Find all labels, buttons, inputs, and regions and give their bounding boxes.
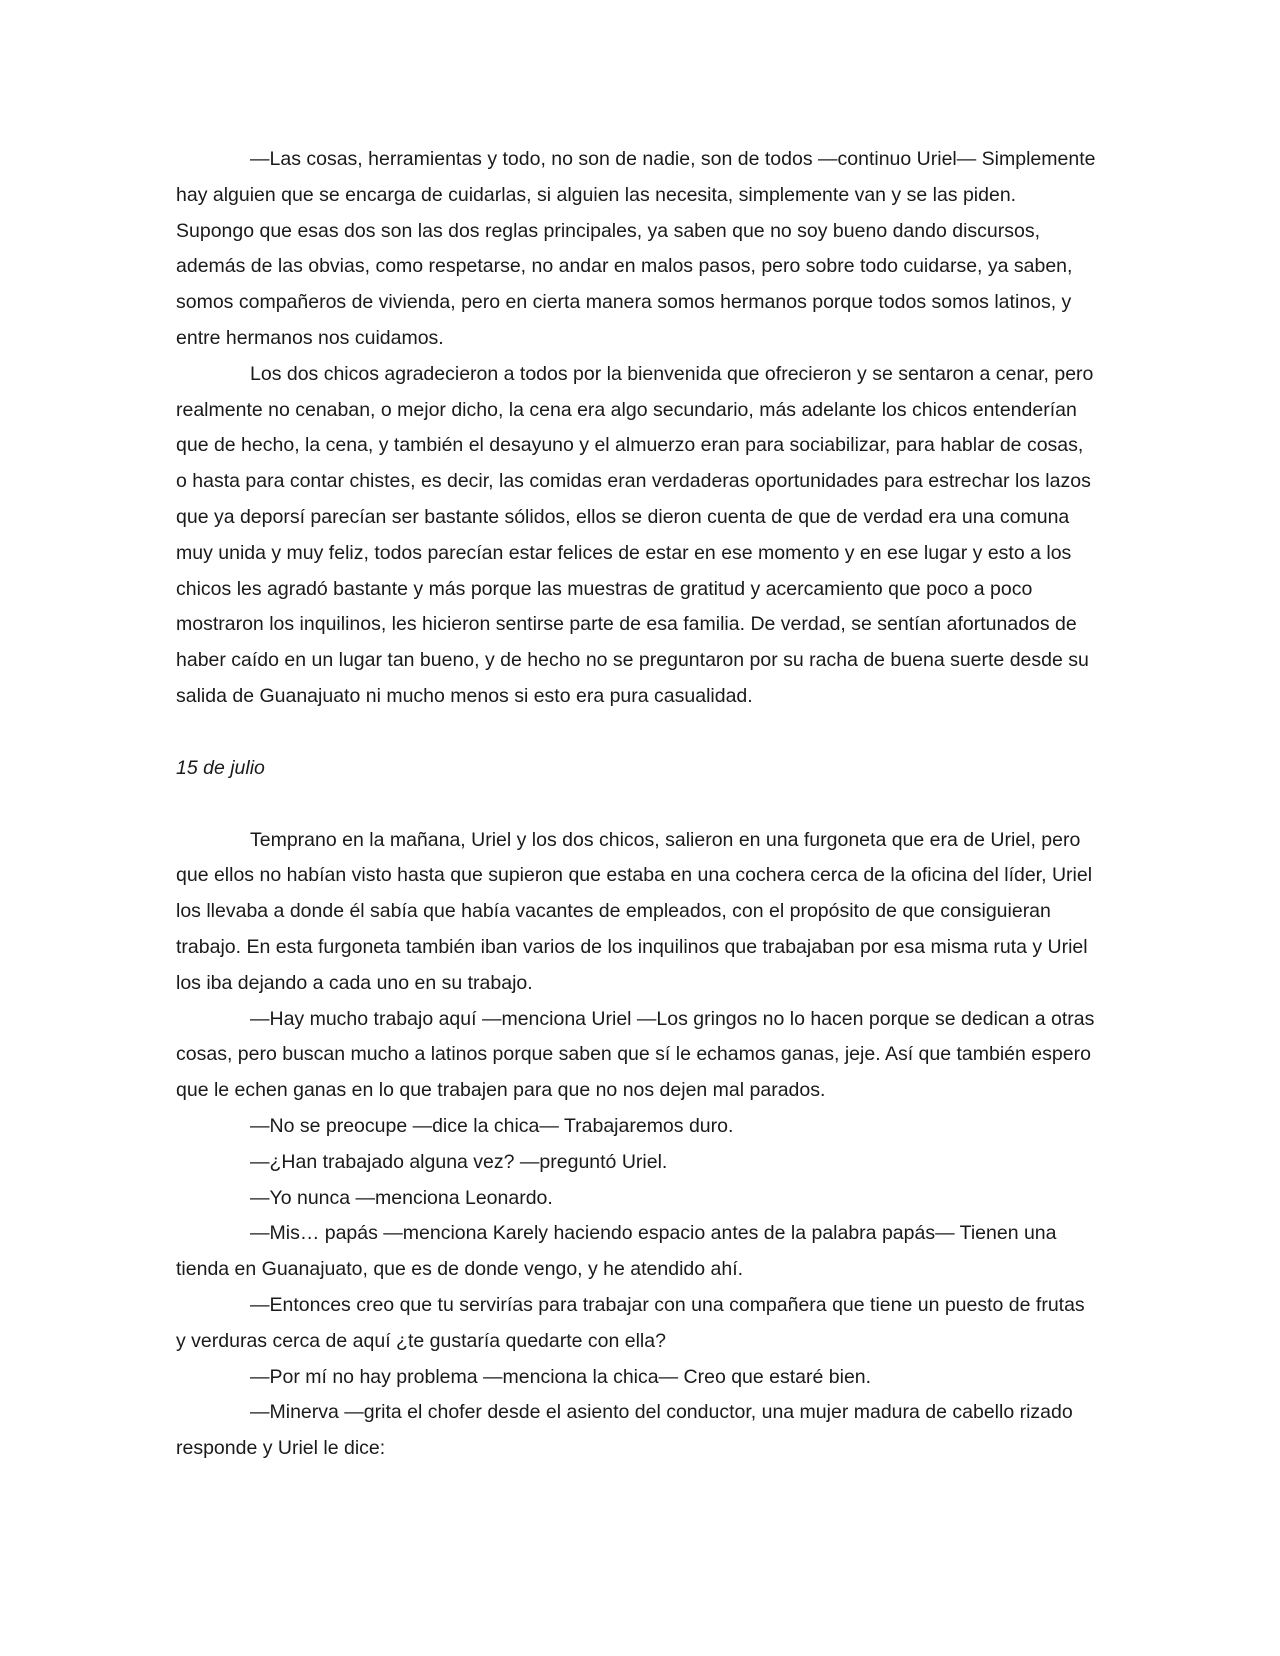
- date-heading: 15 de julio: [176, 756, 265, 779]
- document-body: [176, 142, 1096, 1467]
- dialogue-line: —Entonces creo que tu servirías para trabajar con una compañera que tiene un puesto de frutas y verduras cerca de aquí ¿te gustaría quedarte con ella?: [176, 1293, 1085, 1352]
- dialogue-line: —No se preocupe —dice la chica— Trabajaremos duro.: [250, 1114, 734, 1137]
- dialogue-line: —Minerva —grita el chofer desde el asiento del conductor, una mujer madura de cabello rizado responde y Uriel le dice:: [176, 1401, 1073, 1460]
- paragraph: —Hay mucho trabajo aquí —menciona Uriel —Los gringos no lo hacen porque se dedican a otras cosas, pero buscan mucho a latinos porque saben que sí le echamos ganas, jeje. Así que también espero que le echen ganas en lo que trabajen para que no nos dejen mal parados.: [176, 1007, 1095, 1102]
- dialogue-line: —Por mí no hay problema —menciona la chica— Creo que estaré bien.: [250, 1365, 872, 1388]
- dialogue-line: —¿Han trabajado alguna vez? —preguntó Uriel.: [250, 1150, 668, 1173]
- dialogue-line: —Yo nunca —menciona Leonardo.: [250, 1186, 553, 1209]
- paragraph: —Las cosas, herramientas y todo, no son de nadie, son de todos —continuo Uriel— Simplemente hay alguien que se encarga de cuidarlas, si alguien las necesita, simplemente van y se las piden. Supongo que esas dos son las dos reglas principales, ya saben que no soy bueno dando discursos, además de las obvias, como respetarse, no andar en malos pasos, pero sobre todo cuidarse, ya saben, somos compañeros de vivienda, pero en cierta manera somos hermanos porque todos somos latinos, y entre hermanos nos cuidamos.: [176, 148, 1096, 349]
- blank-line: [176, 787, 1096, 823]
- paragraph: Temprano en la mañana, Uriel y los dos chicos, salieron en una furgoneta que era de Uriel, pero que ellos no habían visto hasta que supieron que estaba en una cochera cerca de la oficina del líder, Uriel los llevaba a donde él sabía que había vacantes de empleados, con el propósito de que consiguieran trabajo. En esta furgoneta también iban varios de los inquilinos que trabajaban por esa misma ruta y Uriel los iba dejando a cada uno en su trabajo.: [176, 828, 1093, 994]
- dialogue-line: —Mis… papás —menciona Karely haciendo espacio antes de la palabra papás— Tienen una tienda en Guanajuato, que es de donde vengo, y he atendido ahí.: [176, 1222, 1057, 1281]
- paragraph: Los dos chicos agradecieron a todos por la bienvenida que ofrecieron y se sentaron a cenar, pero realmente no cenaban, o mejor dicho, la cena era algo secundario, más adelante los chicos entenderían que de hecho, la cena, y también el desayuno y el almuerzo eran para sociabilizar, para hablar de cosas, o hasta para contar chistes, es decir, las comidas eran verdaderas oportunidades para estrechar los lazos que ya deporsí parecían ser bastante sólidos, ellos se dieron cuenta de que de verdad era una comuna muy unida y muy feliz, todos parecían estar felices de estar en ese momento y en ese lugar y esto a los chicos les agradó bastante y más porque las muestras de gratitud y acercamiento que poco a poco mostraron los inquilinos, les hicieron sentirse parte de esa familia. De verdad, se sentían afortunados de haber caído en un lugar tan bueno, y de hecho no se preguntaron por su racha de buena suerte desde su salida de Guanajuato ni mucho menos si esto era pura casualidad.: [176, 362, 1094, 707]
- blank-line: [176, 715, 1096, 751]
